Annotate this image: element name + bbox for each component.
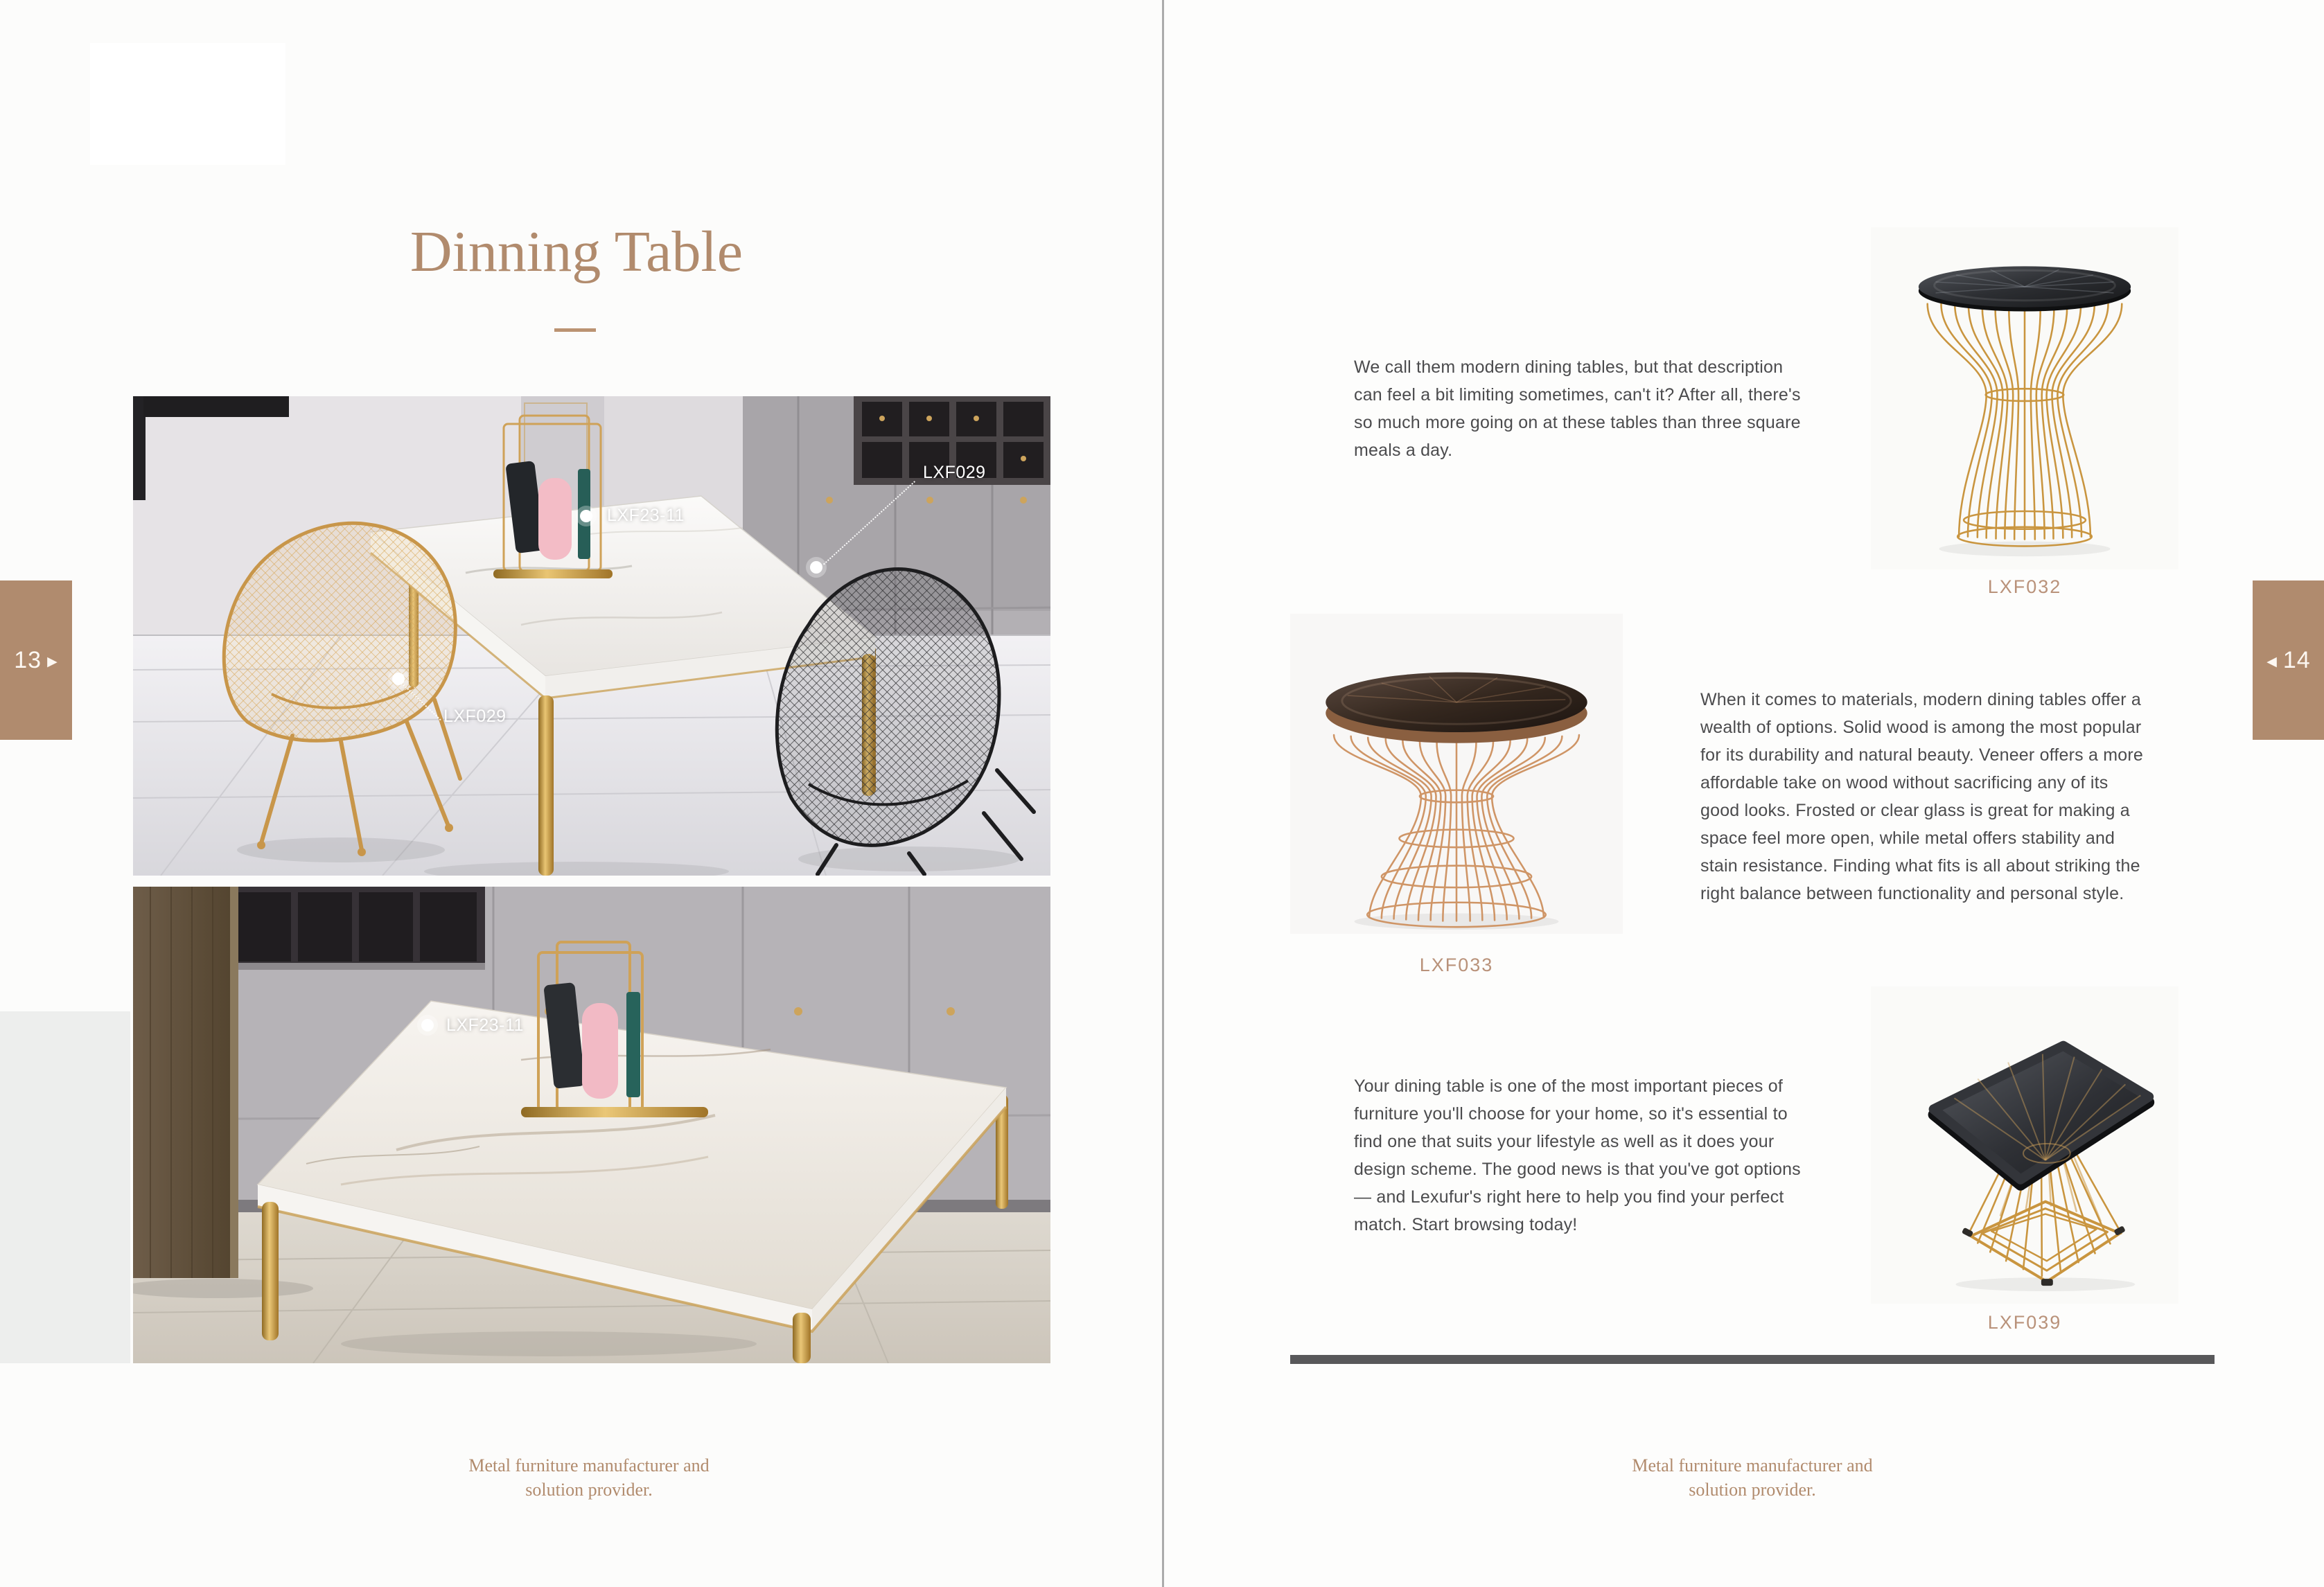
product-photo-lxf039 <box>1871 986 2178 1304</box>
footer-line: Metal furniture manufacturer and <box>468 1455 710 1475</box>
materials-paragraph: When it comes to materials, modern dining tables offer a wealth of options. Solid wood is among the most popular for its durability and natural beauty. Veneer offers a more affordable take on wood without sacrificing any of its good looks. Frosted or clear glass is great for making a space feel more open, while metal offers stability and stain resistance. Finding what fits is all about striking the right balance between functionality and personal style. <box>1700 690 2144 903</box>
footer-line: solution provider. <box>1689 1480 1816 1500</box>
callout-dot <box>580 510 592 522</box>
footer-line: Metal furniture manufacturer and <box>1632 1455 1873 1475</box>
page-title: Dinning Table <box>410 220 743 284</box>
product-callout-label: LXF23-11 <box>446 1016 524 1035</box>
callout-dot <box>810 561 822 574</box>
product-callout-label: LXF029 <box>443 707 507 726</box>
page-gutter-line <box>1162 0 1164 1587</box>
page-number: 13 <box>14 646 42 673</box>
callout-dot <box>421 1019 434 1031</box>
page-number: 14 <box>2282 646 2311 673</box>
product-callout-label: LXF029 <box>923 463 986 482</box>
arrow-right-icon: ▶ <box>47 654 58 669</box>
section-divider-bar <box>1290 1355 2215 1364</box>
intro-paragraph: We call them modern dining tables, but that description can feel a bit limiting sometimes, can't it? After all, there's so much more going on at these tables than three square meals a day. <box>1354 357 1801 460</box>
left-margin-panel <box>0 1011 130 1363</box>
right-footer <box>1544 1453 1960 1502</box>
left-footer <box>381 1453 797 1502</box>
product-code: LXF033 <box>1419 955 1494 975</box>
product-photo-lxf033 <box>1290 614 1623 934</box>
arrow-left-icon: ◀ <box>2266 654 2278 669</box>
logo-placeholder <box>90 43 285 165</box>
product-code: LXF032 <box>1987 576 2062 597</box>
closing-paragraph: Your dining table is one of the most important pieces of furniture you'll choose for your home, so it's essential to find one that suits your lifestyle as well as it does your design scheme. The good news is that you've got options — and Lexufur's right here to help you find your perfect match. Start browsing today! <box>1354 1076 1801 1234</box>
product-photo-lxf032 <box>1871 227 2178 569</box>
dining-table-photo <box>133 887 1050 1363</box>
right-page <box>1164 0 2324 1587</box>
page-tab-13[interactable] <box>0 580 72 740</box>
dining-set-photo <box>133 396 1050 876</box>
product-callout-label: LXF23-11 <box>607 506 685 525</box>
page-tab-14[interactable] <box>2253 580 2324 740</box>
product-code: LXF039 <box>1987 1312 2062 1333</box>
title-divider <box>554 328 596 332</box>
footer-line: solution provider. <box>525 1480 653 1500</box>
